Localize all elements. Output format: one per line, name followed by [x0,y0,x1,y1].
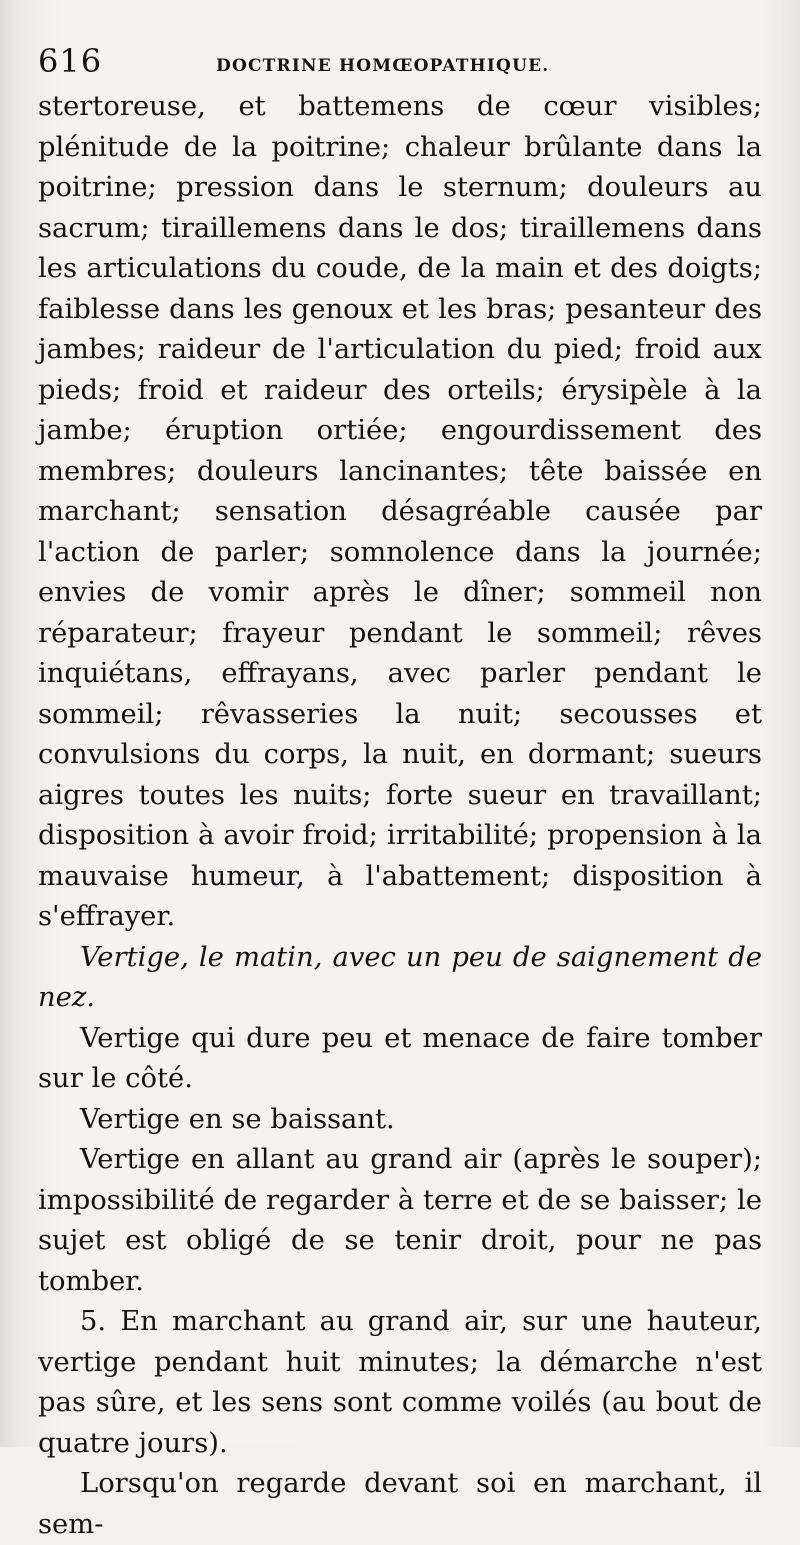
page-number: 616 [38,42,103,80]
paragraph-vertige-matin: Vertige, le matin, avec un peu de saignement de nez. [38,941,762,1013]
paragraph-vertige-grand-air: Vertige en allant au grand air (après le souper); impossibilité de regarder à terre et de se baisser; le sujet est obligé de se tenir droit, pour ne pas tomber. [38,1144,762,1297]
running-title: DOCTRINE HOMŒOPATHIQUE. [216,56,550,76]
paragraph-regarde-devant: Lorsqu'on regarde devant soi en marchant, il sem- [38,1468,762,1540]
paragraph-numbered-5: 5. En marchant au grand air, sur une hauteur, vertige pendant huit minutes; la démarche n'est pas sûre, et les sens sont comme voilés (au bout de quatre jours). [38,1306,762,1459]
paragraph-vertige-tomber: Vertige qui dure peu et menace de faire tomber sur le côté. [38,1022,762,1094]
page-header [38,42,760,82]
paragraph-symptom-list: stertoreuse, et battemens de cœur visibles; plénitude de la poitrine; chaleur brûlante dans la poitrine; pression dans le sternum; douleurs au sacrum; tiraillemens dans le dos; tiraillemens dans les articulations du coude, de la main et des doigts; faiblesse dans les genoux et les bras; pesanteur des jambes; raideur de l'articulation du pied; froid aux pieds; froid et raideur des orteils; érysipèle à la jambe; éruption ortiée; engourdissement des membres; douleurs lancinantes; tête baissée en marchant; sensation désagréable causée par l'action de parler; somnolence dans la journée; envies de vomir après le dîner; sommeil non réparateur; frayeur pendant le sommeil; rêves inquiétans, effrayans, avec parler pendant le sommeil; rêvasseries la nuit; secousses et convulsions du corps, la nuit, en dormant; sueurs aigres toutes les nuits; forte sueur en travaillant; disposition à avoir froid; irritabilité; propension à la mauvaise humeur, à l'abattement; disposition à s'effrayer. [38,91,762,932]
paragraph-vertige-baissant: Vertige en se baissant. [80,1103,395,1135]
body-text [38,87,762,1545]
